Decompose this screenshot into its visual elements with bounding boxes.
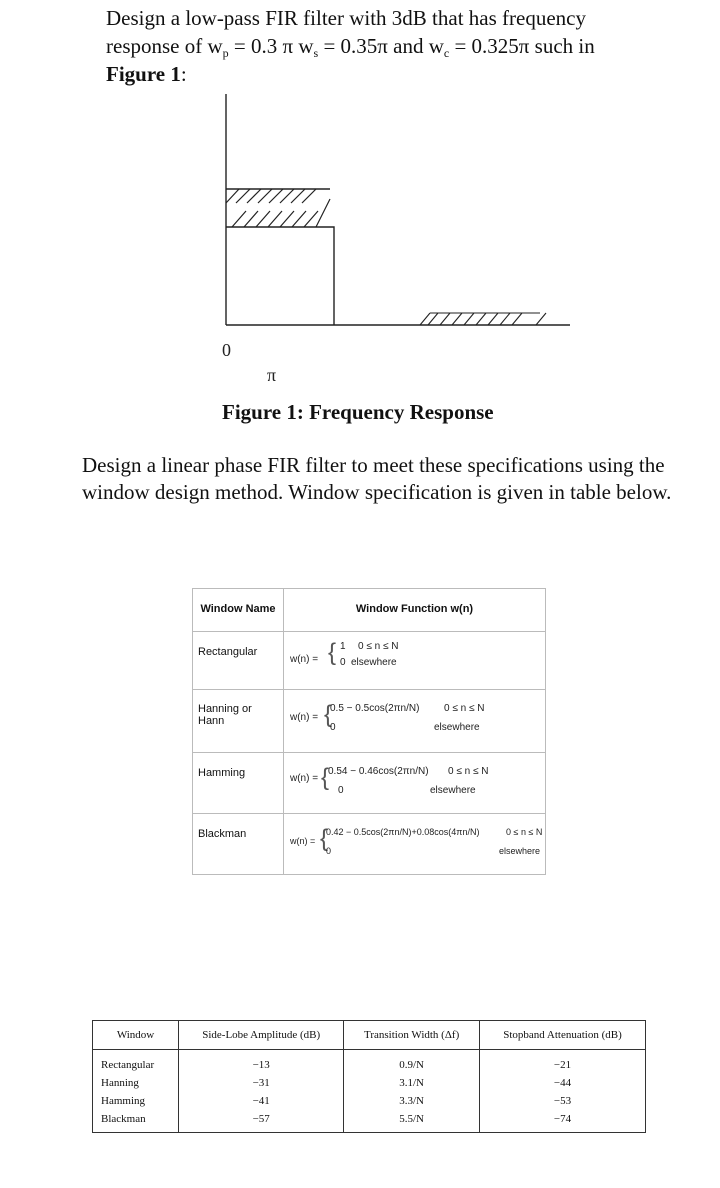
brace: { (328, 639, 337, 666)
wn-label: w(n) = (290, 836, 316, 846)
window-function-cell (284, 690, 546, 753)
side-lobe-cell: −41 (179, 1092, 344, 1110)
function-expression: 1 (340, 641, 346, 652)
function-expression: 0.54 − 0.46cos(2πn/N) (328, 766, 429, 777)
stopband-cell: −21 (479, 1050, 645, 1075)
else-value: 0 (340, 657, 346, 668)
subscript-s: s (313, 46, 319, 60)
stopband-cell: −74 (479, 1110, 645, 1133)
brace: { (320, 825, 329, 852)
window-function-cell (284, 814, 546, 875)
side-lobe-cell: −57 (179, 1110, 344, 1133)
wn-label: w(n) = (290, 654, 319, 665)
window-row-hamming (193, 753, 546, 814)
window-row-blackman (193, 814, 546, 875)
transition-width-cell: 5.5/N (344, 1110, 480, 1133)
window-function-cell (284, 753, 546, 814)
col-window-name: Window Name (193, 589, 284, 632)
else-value: 0 (326, 846, 332, 856)
brace: { (321, 764, 330, 791)
function-condition: 0 ≤ n ≤ N (448, 766, 489, 777)
side-lobe-cell: −13 (179, 1050, 344, 1075)
function-expression: 0.42 − 0.5cos(2πn/N)+0.08cos(4πn/N) (326, 827, 480, 837)
origin-label: 0 (222, 340, 231, 360)
comparison-header-row (93, 1021, 646, 1050)
table-row (93, 1110, 646, 1133)
window-table-header (193, 589, 546, 632)
else-text: elsewhere (499, 846, 541, 856)
window-comparison-table (92, 1020, 646, 1133)
figure-ref: Figure 1 (106, 62, 181, 86)
table-row (93, 1074, 646, 1092)
subscript-c: c (443, 46, 450, 60)
col-window-function: Window Function w(n) (284, 589, 546, 632)
window-function-table (192, 588, 546, 875)
stopband-hatch (420, 313, 546, 325)
window-row-rectangular (193, 632, 546, 690)
else-text: elsewhere (430, 785, 476, 796)
stopband-cell: −44 (479, 1074, 645, 1092)
transition-width-cell: 3.1/N (344, 1074, 480, 1092)
window-name: Rectangular (193, 632, 284, 690)
frequency-response-figure (0, 0, 720, 430)
window-name: Hamming (193, 753, 284, 814)
wn-label: w(n) = (290, 712, 319, 723)
subscript-p: p (222, 46, 229, 60)
function-condition: 0 ≤ n ≤ N (358, 641, 399, 652)
pi-label: π (267, 365, 277, 385)
else-text: elsewhere (351, 657, 397, 668)
figure-caption: Figure 1: Frequency Response (222, 400, 494, 424)
side-lobe-cell: −31 (179, 1074, 344, 1092)
col-window: Window (93, 1021, 179, 1050)
window-cell: Hanning (93, 1074, 179, 1092)
passband-hatch (226, 189, 330, 227)
else-text: elsewhere (434, 722, 480, 733)
function-condition: 0 ≤ n ≤ N (444, 703, 485, 714)
function-condition: 0 ≤ n ≤ N (506, 827, 543, 837)
col-side-lobe: Side-Lobe Amplitude (dB) (179, 1021, 344, 1050)
window-row-hanning (193, 690, 546, 753)
intro-line-2-d: = 0.325π such in (449, 34, 595, 58)
wn-label: w(n) = (290, 773, 319, 784)
intro-line-2-c: = 0.35π and w (318, 34, 444, 58)
intro-line-2-b: = 0.3 π w (228, 34, 314, 58)
brace: { (324, 701, 333, 728)
intro-line-2-a: response of w (106, 34, 223, 58)
response-curve (226, 94, 570, 325)
transition-width-cell: 3.3/N (344, 1092, 480, 1110)
else-value: 0 (338, 785, 344, 796)
window-cell: Hamming (93, 1092, 179, 1110)
function-expression: 0.5 − 0.5cos(2πn/N) (330, 703, 420, 714)
window-cell: Blackman (93, 1110, 179, 1133)
else-value: 0 (330, 722, 336, 733)
intro-colon: : (180, 62, 187, 86)
window-name: Hanning or Hann (193, 690, 284, 753)
col-stopband-attenuation: Stopband Attenuation (dB) (479, 1021, 645, 1050)
window-name: Blackman (193, 814, 284, 875)
col-transition-width: Transition Width (Δf) (344, 1021, 480, 1050)
spec-paragraph: Design a linear phase FIR filter to meet these specifications using the window design method. Window specification is given in table below. (82, 453, 672, 504)
stopband-cell: −53 (479, 1092, 645, 1110)
transition-width-cell: 0.9/N (344, 1050, 480, 1075)
window-cell: Rectangular (93, 1050, 179, 1075)
window-function-cell (284, 632, 546, 690)
intro-line-1: Design a low-pass FIR filter with 3dB that has frequency (106, 6, 586, 30)
table-row (93, 1092, 646, 1110)
passband-edge (226, 227, 334, 325)
table-row (93, 1050, 646, 1075)
